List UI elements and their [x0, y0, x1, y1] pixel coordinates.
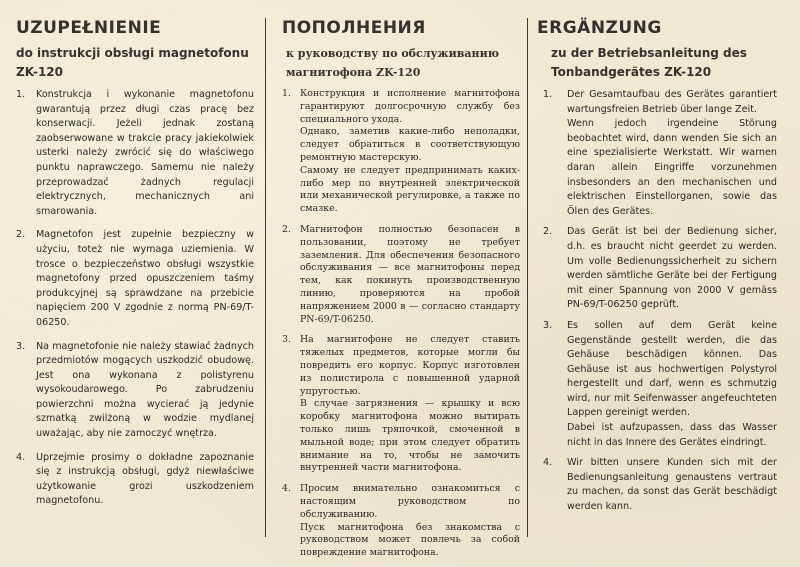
item-paragraph: Однако, заметив какие-либо неполадки, следует обратиться в соответствующую ремонтную мастерскую. — [300, 126, 520, 163]
list-item — [16, 228, 254, 330]
russian-list — [282, 88, 520, 567]
item-number: 1. — [282, 88, 291, 99]
list-item — [282, 483, 520, 560]
item-paragraph: Dabei ist aufzupassen, dass das Wasser nicht in das Innere des Gerätes eindringt. — [567, 422, 777, 448]
item-number: 4. — [282, 483, 291, 495]
item-paragraph: Der Gesamtaufbau des Gerätes garantiert wartungsfreien Betrieb über lange Zeit. — [567, 89, 777, 115]
item-paragraph: Es sollen auf dem Gerät keine Gegenstände gestellt werden, die das Gehäuse beschädigen können. Das Gehäuse ist aus hochwertigen Polystyrol hergestellt und darf, wenn es schmutzig wird, nur mit Seifenwasser angefeuchteten Lappen gereinigt werden. — [567, 319, 777, 419]
list-item — [282, 88, 520, 216]
list-item — [537, 88, 777, 219]
item-paragraph: Просим внимательно ознакомиться с настоящим руководством по обслуживанию. — [300, 483, 520, 520]
list-item — [537, 456, 777, 514]
item-paragraph: На магнитофоне не следует ставить тяжелых предметов, которые могли бы повредить его корпус. Корпус изготовлен из полистирола с повышенной ударной упругостью. — [300, 334, 520, 397]
polish-list — [16, 88, 254, 518]
item-number: 3. — [282, 334, 291, 346]
item-paragraph: Magnetofon jest zupełnie bezpieczny w użyciu, toteż nie wymaga uziemienia. W trosce o bezpieczeństwo obsługi wszystkie magnetofony przed opuszczeniem taśmy produkcyjnej są sprawdzane na przebicie napięciem 200 V zgodnie z normą PN-69/T-06250. — [36, 229, 254, 328]
item-number: 2. — [543, 226, 553, 238]
item-paragraph: Wir bitten unsere Kunden sich mit der Bedienungsanleitung genaustens vertraut zu machen, da sonst das Gerät beschädigt werden kann. — [567, 457, 777, 513]
item-number: 3. — [543, 319, 553, 331]
item-paragraph: Das Gerät ist bei der Bedienung sicher, d.h. es braucht nicht geerdet zu werden. Um volle Bedienungssicherheit zu sichern werden sämtliche Geräte bei der Fertigung mit einer Spannung von 2000 V gemäss PN-69/T-06250 geprüft. — [567, 226, 777, 311]
item-number: 3. — [16, 340, 26, 352]
german-column — [537, 0, 777, 567]
item-number: 2. — [16, 229, 26, 241]
item-number: 4. — [16, 451, 26, 463]
item-paragraph: Пуск магнитофона без знакомства с руководством может повлечь за собой повреждение магнитофона. — [300, 521, 520, 559]
item-paragraph: Uprzejmie prosimy o dokładne zapoznanie się z instrukcją obsługi, gdyż niewłaściwe użytkowanie grozi uszkodzeniem magnetofonu. — [36, 451, 254, 507]
polish-column — [16, 0, 254, 567]
column-divider — [265, 18, 266, 537]
list-item — [537, 225, 777, 313]
item-number: 4. — [543, 457, 553, 469]
russian-subtitle: к руководству по обслуживанию магнитофона ZK-120 — [286, 47, 500, 79]
item-paragraph: Магнитофон полностью безопасен в пользовании, поэтому не требует заземления. Для обеспечения безопасного обслуживания — все магнитофоны перед тем, как покинуть производственную линию, проверяются на пробой напряжением 2000 в — согласно стандарту PN-69/T-06250. — [300, 223, 520, 325]
list-item — [16, 340, 254, 442]
german-subtitle: zu der Betriebsanleitung des Tonbandgerätes ZK-120 — [551, 46, 747, 79]
list-item — [16, 451, 254, 509]
german-list — [537, 88, 777, 521]
item-paragraph: Wenn jedoch irgendeine Störung beobachtet wird, dann wenden Sie sich an eine spezialisierte Werkstatt. Wir warnen daran allein Eingriffe vorzunehmen insbesonders an den mechanischen und elektrischen Einstellorganen, sowie das Ölen des Gerätes. — [567, 118, 777, 217]
list-item — [282, 334, 520, 475]
item-paragraph: Na magnetofonie nie należy stawiać żadnych przedmiotów mogących uszkodzić obudowę. Jest ona wykonana z polistyrenu wysokoudarowego. Po zabrudzeniu powierzchni można wycierać ją jedynie szmatką zwilżoną w wodzie mydlanej uważając, aby nie zamoczyć wnętrza. — [36, 340, 254, 440]
list-item — [16, 88, 254, 219]
russian-column — [282, 0, 520, 567]
item-paragraph: В случае загрязнения — крышку и всю коробку магнитофона можно вытирать только лишь тряпочкой, смоченной в мыльной воде; при этом следует обратить внимание на то, чтобы не замочить внутренней части магнитофона. — [300, 398, 520, 474]
item-number: 2. — [282, 223, 291, 235]
list-item — [282, 224, 520, 326]
russian-title: ПОПОЛНЕНИЯ — [282, 18, 426, 38]
item-paragraph: Konstrukcja i wykonanie magnetofonu gwarantują przez długi czas pracę bez konserwacji. Jeżeli jednak zostaną zaobserwowane w trakcie pracy jakiekolwiek usterki należy zwrócić się do właściwego punktu naprawczego. Samemu nie należy przeprowadzać żadnych regulacji elektrycznych, mechanicznych ani smarowania. — [36, 89, 254, 217]
column-divider — [527, 18, 528, 537]
item-paragraph: Самому не следует предпринимать каких-либо мер по внутренней электрической или механической регулировке, а также по смазке. — [300, 164, 520, 215]
german-title: ERGÄNZUNG — [537, 18, 662, 38]
item-paragraph: Конструкция и исполнение магнитофона гарантируют долгосрочную службу без специального ухода. — [300, 88, 520, 125]
item-number: 1. — [543, 89, 553, 100]
item-number: 1. — [16, 89, 26, 100]
list-item — [537, 319, 777, 450]
polish-subtitle: do instrukcji obsługi magnetofonu ZK-120 — [16, 46, 249, 79]
polish-title: UZUPEŁNIENIE — [16, 18, 162, 38]
